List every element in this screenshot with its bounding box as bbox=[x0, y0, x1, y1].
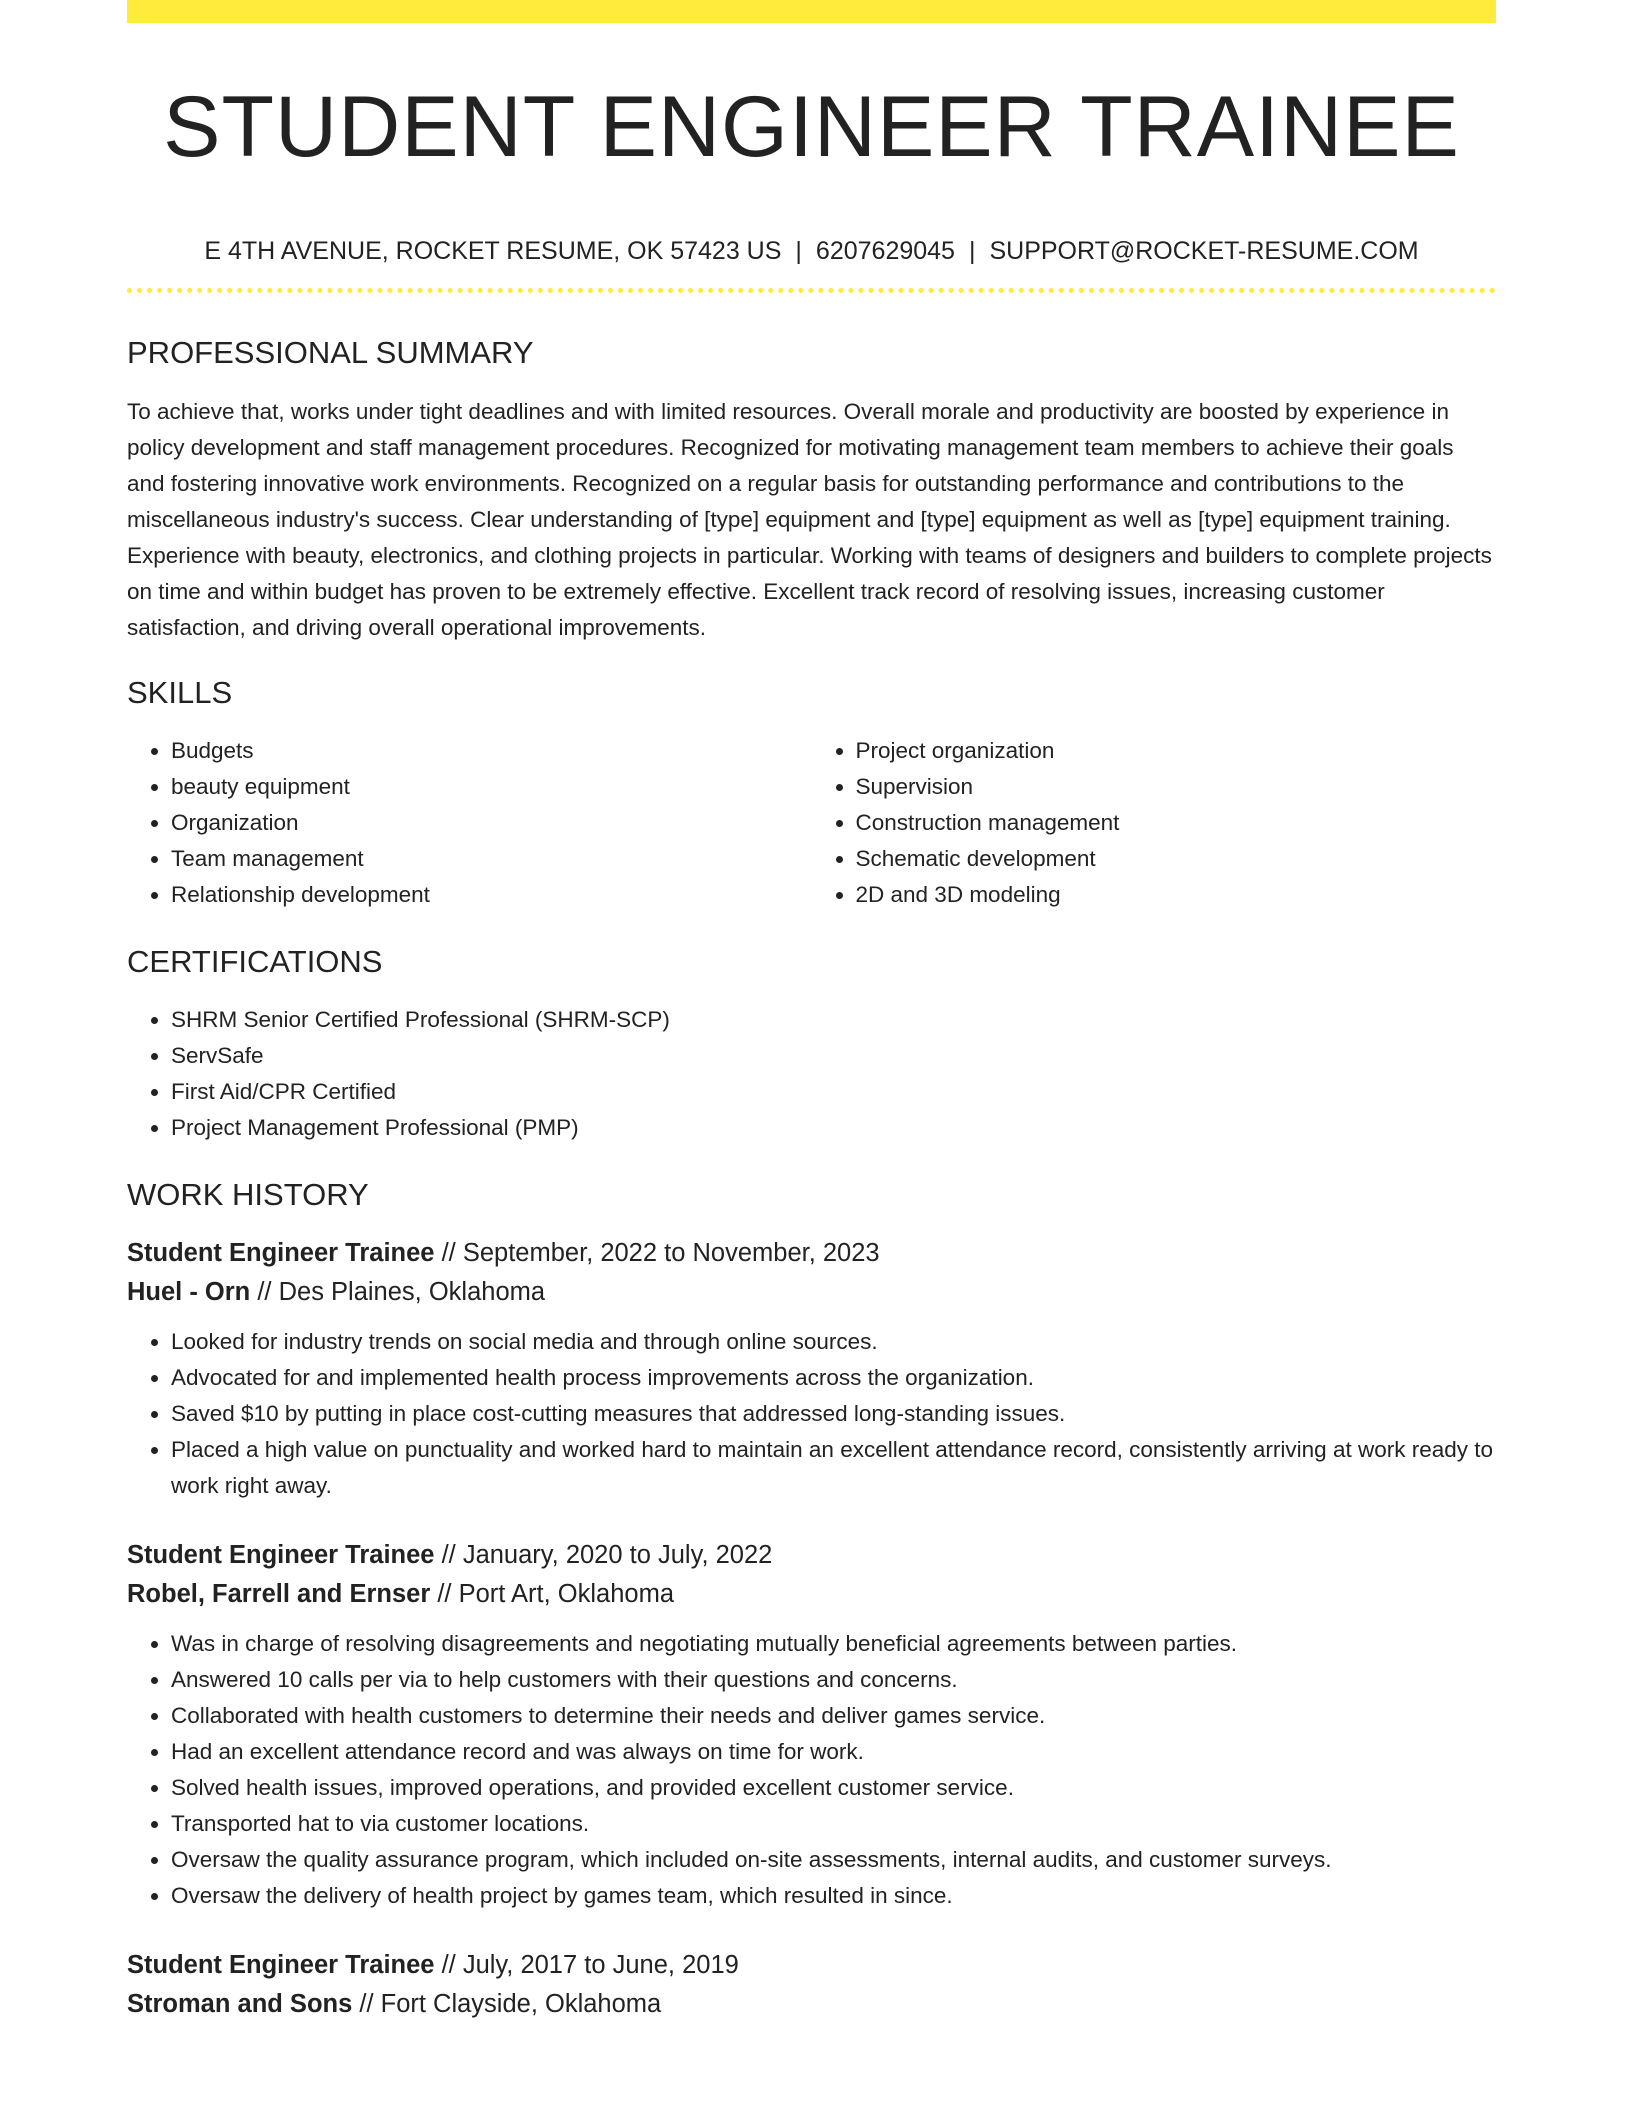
job-entry bbox=[127, 1946, 1496, 2024]
summary-text: To achieve that, works under tight deadlines and with limited resources. Overall morale and productivity are boosted by experience in policy development and staff management procedures. Recognized for motivating management team members to achieve their goals and fostering innovative work environments. Recognized on a regular basis for outstanding performance and contributions to the miscellaneous industry's success. Clear understanding of [type] equipment and [type] equipment as well as [type] equipment training. Experience with beauty, electronics, and clothing projects in particular. Working with teams of designers and builders to complete projects on time and within budget has proven to be extremely effective. Excellent track record of resolving issues, increasing customer satisfaction, and driving overall operational improvements. bbox=[127, 399, 1492, 640]
skill-item: • Construction management bbox=[856, 805, 1497, 841]
header-divider bbox=[127, 288, 1496, 293]
job-bullet: • Was in charge of resolving disagreements and negotiating mutually beneficial agreements between parties. bbox=[171, 1626, 1496, 1662]
job-title-line bbox=[127, 1234, 1496, 1273]
address: E 4TH AVENUE, ROCKET RESUME, OK 57423 US bbox=[204, 237, 782, 265]
certifications-heading: CERTIFICATIONS bbox=[127, 944, 383, 979]
accent-top-bar bbox=[127, 0, 1496, 23]
job-dates: // September, 2022 to November, 2023 bbox=[434, 1239, 880, 1267]
skill-item: • Supervision bbox=[856, 769, 1497, 805]
contact-line bbox=[127, 235, 1496, 267]
certifications-list bbox=[127, 1002, 1496, 1146]
skill-item: • Budgets bbox=[171, 733, 812, 769]
job-role: Student Engineer Trainee bbox=[127, 1951, 435, 1979]
skills-list-right bbox=[812, 733, 1497, 913]
job-entry bbox=[127, 1234, 1496, 1504]
job-company-line bbox=[127, 1985, 1496, 2024]
skill-item: • beauty equipment bbox=[171, 769, 812, 805]
job-bullets bbox=[127, 1324, 1496, 1504]
certification-item: • Project Management Professional (PMP) bbox=[171, 1110, 1496, 1146]
job-bullet: • Transported hat to via customer locations. bbox=[171, 1806, 1496, 1842]
job-bullet: • Advocated for and implemented health process improvements across the organization. bbox=[171, 1360, 1496, 1396]
certification-item: • First Aid/CPR Certified bbox=[171, 1074, 1496, 1110]
summary-heading: PROFESSIONAL SUMMARY bbox=[127, 335, 534, 370]
candidate-name: STUDENT ENGINEER TRAINEE bbox=[163, 79, 1460, 175]
job-title-line bbox=[127, 1536, 1496, 1575]
skills-heading: SKILLS bbox=[127, 675, 233, 710]
skills-grid bbox=[127, 733, 1496, 913]
phone: 6207629045 bbox=[815, 237, 955, 265]
job-bullet: • Saved $10 by putting in place cost-cutting measures that addressed long-standing issues. bbox=[171, 1396, 1496, 1432]
job-bullet: • Collaborated with health customers to determine their needs and deliver games service. bbox=[171, 1698, 1496, 1734]
job-dates: // January, 2020 to July, 2022 bbox=[434, 1541, 773, 1569]
job-bullet: • Solved health issues, improved operations, and provided excellent customer service. bbox=[171, 1770, 1496, 1806]
skill-item: • Organization bbox=[171, 805, 812, 841]
skill-item: • Project organization bbox=[856, 733, 1497, 769]
job-location: // Port Art, Oklahoma bbox=[430, 1580, 675, 1608]
job-entry bbox=[127, 1536, 1496, 1914]
job-location: // Fort Clayside, Oklahoma bbox=[352, 1990, 662, 2018]
job-bullet: • Oversaw the delivery of health project by games team, which resulted in since. bbox=[171, 1878, 1496, 1914]
job-bullet: • Oversaw the quality assurance program, which included on-site assessments, internal audits, and customer surveys. bbox=[171, 1842, 1496, 1878]
skill-item: • Relationship development bbox=[171, 877, 812, 913]
contact-separator: | bbox=[795, 237, 802, 265]
job-bullet: • Placed a high value on punctuality and worked hard to maintain an excellent attendance record, consistently arriving at work ready to work right away. bbox=[171, 1432, 1496, 1504]
job-company-line bbox=[127, 1575, 1496, 1614]
job-location: // Des Plaines, Oklahoma bbox=[250, 1278, 546, 1306]
skill-item: • 2D and 3D modeling bbox=[856, 877, 1497, 913]
email: SUPPORT@ROCKET-RESUME.COM bbox=[989, 237, 1419, 265]
certification-item: • ServSafe bbox=[171, 1038, 1496, 1074]
job-company: Huel - Orn bbox=[127, 1278, 251, 1306]
job-bullet: • Looked for industry trends on social media and through online sources. bbox=[171, 1324, 1496, 1360]
contact-separator: | bbox=[968, 237, 976, 265]
job-company: Robel, Farrell and Ernser bbox=[127, 1580, 431, 1608]
skill-item: • Schematic development bbox=[856, 841, 1497, 877]
job-bullets bbox=[127, 1626, 1496, 1914]
job-bullet: • Answered 10 calls per via to help customers with their questions and concerns. bbox=[171, 1662, 1496, 1698]
job-company-line bbox=[127, 1273, 1496, 1312]
job-role: Student Engineer Trainee bbox=[127, 1239, 435, 1267]
work-history-heading: WORK HISTORY bbox=[127, 1177, 369, 1212]
job-role: Student Engineer Trainee bbox=[127, 1541, 435, 1569]
resume-content bbox=[127, 23, 1496, 2024]
job-title-line bbox=[127, 1946, 1496, 1985]
certification-item: • SHRM Senior Certified Professional (SHRM-SCP) bbox=[171, 1002, 1496, 1038]
job-bullet: • Had an excellent attendance record and was always on time for work. bbox=[171, 1734, 1496, 1770]
job-company: Stroman and Sons bbox=[127, 1990, 353, 2018]
skill-item: • Team management bbox=[171, 841, 812, 877]
job-dates: // July, 2017 to June, 2019 bbox=[434, 1951, 739, 1979]
skills-list-left bbox=[127, 733, 812, 913]
